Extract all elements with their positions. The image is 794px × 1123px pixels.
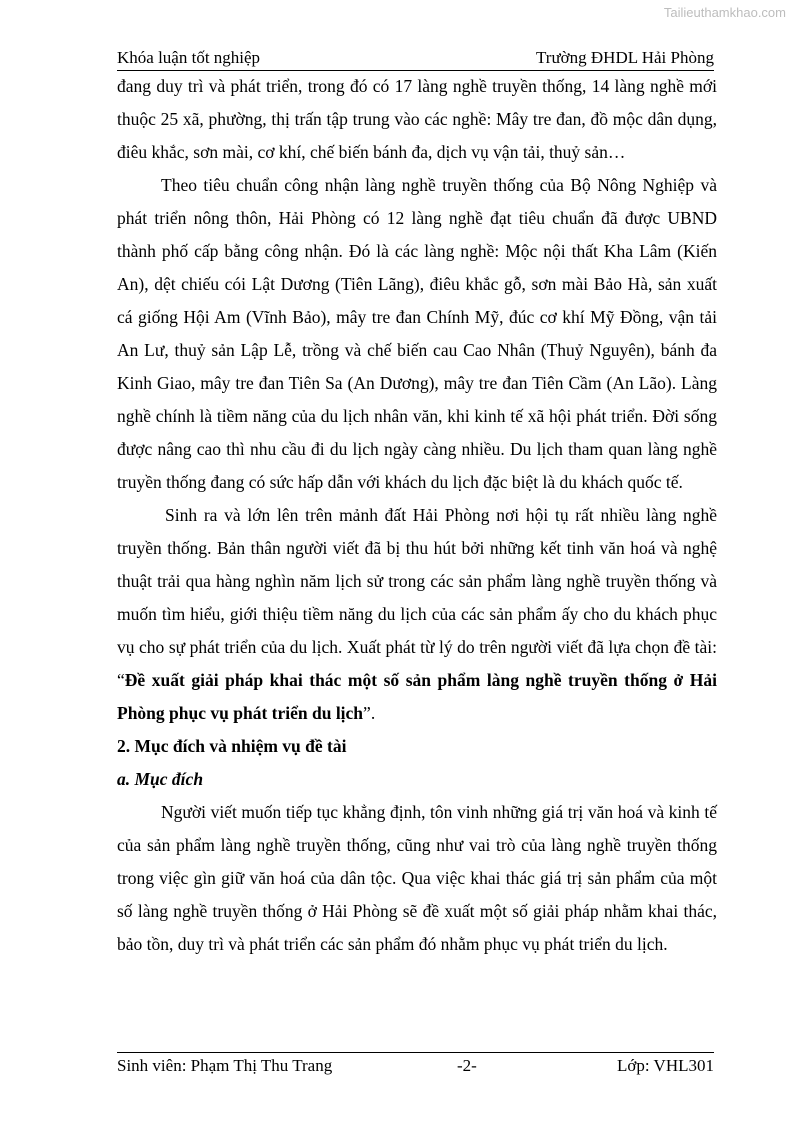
header-thesis-label: Khóa luận tốt nghiệp bbox=[117, 48, 261, 67]
footer-divider bbox=[117, 1052, 714, 1053]
footer-student: Sinh viên: Phạm Thị Thu Trang bbox=[117, 1056, 333, 1075]
page-footer bbox=[117, 1056, 714, 1076]
document-body bbox=[117, 70, 717, 961]
thesis-topic-title: Đề xuất giải pháp khai thác một số sản phẩm làng nghề truyền thống ở Hải Phòng phục vụ phát triển du lịch bbox=[117, 670, 717, 723]
header-university: Trường ĐHDL Hải Phòng bbox=[536, 48, 714, 67]
paragraph-topic-reason bbox=[117, 499, 717, 730]
section-heading: 2. Mục đích và nhiệm vụ đề tài bbox=[117, 736, 347, 756]
watermark: Tailieuthamkhao.com bbox=[663, 5, 786, 20]
paragraph-craft-villages: Theo tiêu chuẩn công nhận làng nghề truyền thống của Bộ Nông Nghiệp và phát triển nông thôn, Hải Phòng có 12 làng nghề đạt tiêu chuẩn đã được UBND thành phố cấp bằng công nhận. Đó là các làng nghề: Mộc nội thất Kha Lâm (Kiến An), dệt chiếu cói Lật Dương (Tiên Lãng), điêu khắc gỗ, sơn mài Bảo Hà, sản xuất cá giống Hội Am (Vĩnh Bảo), mây tre đan Chính Mỹ, đúc cơ khí Mỹ Đồng, vận tải An Lư, thuỷ sản Lập Lễ, trồng và chế biến cau Cao Nhân (Thuỷ Nguyên), bánh đa Kinh Giao, mây tre đan Tiên Sa (An Dương), mây tre đan Tiên Cầm (An Lão). Làng nghề chính là tiềm năng của du lịch nhân văn, khi kinh tế xã hội phát triển. Đời sống được nâng cao thì nhu cầu đi du lịch ngày càng nhiều. Du lịch tham quan làng nghề truyền thống đang có sức hấp dẫn với khách du lịch đặc biệt là du khách quốc tế. bbox=[117, 175, 717, 492]
subsection-heading: a. Mục đích bbox=[117, 769, 204, 789]
topic-reason-text: Sinh ra và lớn lên trên mảnh đất Hải Phòng nơi hội tụ rất nhiều làng nghề truyền thống. Bản thân người viết đã bị thu hút bởi những kết tinh văn hoá và nghệ thuật trải qua hàng nghìn năm lịch sử trong các sản phẩm làng nghề truyền thống và muốn tìm hiểu, giới thiệu tiềm năng du lịch của các sản phẩm ấy cho du khách phục vụ cho sự phát triển của du lịch. Xuất phát từ lý do trên người viết đã lựa chọn đề tài: “ bbox=[117, 505, 717, 690]
page-number: -2- bbox=[457, 1056, 477, 1075]
paragraph-continuation: đang duy trì và phát triển, trong đó có 17 làng nghề truyền thống, 14 làng nghề mới thuộc 25 xã, phường, thị trấn tập trung vào các nghề: Mây tre đan, đồ mộc dân dụng, điêu khắc, sơn mài, cơ khí, chế biến bánh đa, dịch vụ vận tải, thuỷ sản… bbox=[117, 76, 717, 162]
paragraph-purpose: Người viết muốn tiếp tục khẳng định, tôn vinh những giá trị văn hoá và kinh tế của sản phẩm làng nghề truyền thống, cũng như vai trò của làng nghề truyền thống trong việc gìn giữ văn hoá của dân tộc. Qua việc khai thác giá trị sản phẩm của một số làng nghề truyền thống ở Hải Phòng sẽ đề xuất một số giải pháp nhằm khai thác, bảo tồn, duy trì và phát triển các sản phẩm đó nhằm phục vụ phát triển du lịch. bbox=[117, 802, 717, 954]
footer-class: Lớp: VHL301 bbox=[617, 1056, 714, 1075]
page-header bbox=[117, 48, 714, 68]
topic-reason-end: ”. bbox=[363, 703, 376, 723]
